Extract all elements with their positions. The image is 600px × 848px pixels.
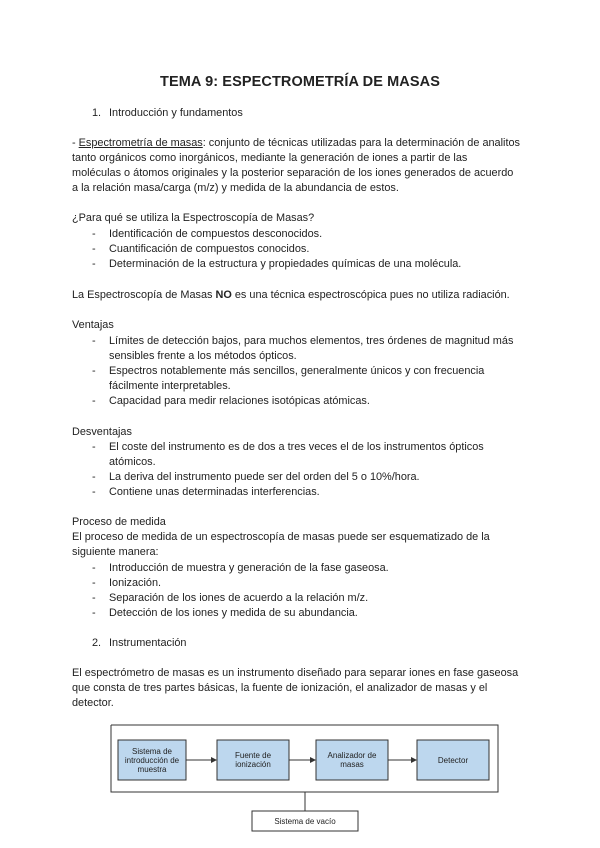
arrowhead-3 <box>411 757 417 763</box>
process-intro-2: siguiente manera: <box>72 546 159 558</box>
bullet-dash: - <box>92 228 96 240</box>
detector-box-label: Detector <box>437 756 469 765</box>
page-title: TEMA 9: ESPECTROMETRÍA DE MASAS <box>160 74 440 90</box>
definition-term: Espectrometría de masas <box>78 137 203 149</box>
disadvantage-item: El coste del instrumento es de dos a tres veces el de los instrumentos ópticos <box>109 441 484 453</box>
section-1-heading: Introducción y fundamentos <box>109 107 243 119</box>
source-box-label-2: ionización <box>235 760 271 769</box>
advantage-item: Límites de detección bajos, para muchos elementos, tres órdenes de magnitud más <box>109 335 514 347</box>
process-intro-1: El proceso de medida de un espectroscopía de masas puede ser esquematizado de la <box>72 531 490 543</box>
uses-item: Identificación de compuestos desconocidos. <box>109 228 323 240</box>
advantage-item-cont: sensibles frente a los métodos ópticos. <box>109 350 297 362</box>
definition-text-1: : conjunto de técnicas utilizadas para la determinación de analitos <box>202 137 520 149</box>
analyzer-box-label-1: Analizador de <box>327 751 377 760</box>
note-before: La Espectroscopía de Masas <box>72 289 216 301</box>
bullet-dash: - <box>92 441 96 453</box>
definition-line-2: tanto orgánicos como inorgánicos, mediante la generación de iones a partir de las <box>72 152 468 164</box>
section-2-heading: Instrumentación <box>109 637 187 649</box>
process-item: Ionización. <box>109 577 162 589</box>
bullet-dash: - <box>92 258 96 270</box>
arrowhead-2 <box>310 757 316 763</box>
advantage-item: Espectros notablemente más sencillos, generalmente únicos y con frecuencia <box>109 365 485 377</box>
disadvantage-item-cont: atómicos. <box>109 456 156 468</box>
disadvantage-item: Contiene unas determinadas interferencias. <box>109 486 320 498</box>
bullet-dash: - <box>92 592 96 604</box>
bullet-dash: - <box>92 243 96 255</box>
advantage-item-cont: fácilmente interpretables. <box>109 380 231 392</box>
arrowhead-1 <box>211 757 217 763</box>
process-item: Introducción de muestra y generación de la fase gaseosa. <box>109 562 389 574</box>
process-item: Separación de los iones de acuerdo a la relación m/z. <box>109 592 369 604</box>
instrument-line-3: detector. <box>72 697 114 709</box>
vacuum-system-label: Sistema de vacío <box>274 817 336 826</box>
uses-question: ¿Para qué se utiliza la Espectroscopía de Masas? <box>72 212 315 224</box>
bullet-dash: - <box>92 365 96 377</box>
bullet-dash: - <box>92 562 96 574</box>
section-1-number: 1. <box>92 107 102 119</box>
advantages-heading: Ventajas <box>72 319 114 331</box>
uses-item: Determinación de la estructura y propiedades químicas de una molécula. <box>109 258 462 270</box>
section-2-number: 2. <box>92 637 102 649</box>
definition-line-4: a la relación masa/carga (m/z) y medida de la abundancia de estos. <box>72 182 399 194</box>
process-heading: Proceso de medida <box>72 516 166 528</box>
source-box-label-1: Fuente de <box>234 751 272 760</box>
disadvantage-item: La deriva del instrumento puede ser del orden del 5 o 10%/hora. <box>109 471 420 483</box>
sample-box-label-3: muestra <box>137 765 167 774</box>
definition-prefix: - <box>72 137 79 149</box>
disadvantages-heading: Desventajas <box>72 426 132 438</box>
advantage-item: Capacidad para medir relaciones isotópicas atómicas. <box>109 395 370 407</box>
sample-box-label-1: Sistema de <box>131 747 173 756</box>
bullet-dash: - <box>92 471 96 483</box>
bullet-dash: - <box>92 395 96 407</box>
instrument-line-2: que consta de tres partes básicas, la fuente de ionización, el analizador de masas y el <box>72 682 488 694</box>
note-after: es una técnica espectroscópica pues no utiliza radiación. <box>231 289 510 301</box>
bullet-dash: - <box>92 607 96 619</box>
uses-item: Cuantificación de compuestos conocidos. <box>109 243 310 255</box>
instrument-line-1: El espectrómetro de masas es un instrumento diseñado para separar iones en fase gaseosa <box>72 667 519 679</box>
bullet-dash: - <box>92 486 96 498</box>
bullet-dash: - <box>92 577 96 589</box>
analyzer-box-label-2: masas <box>340 760 364 769</box>
definition-line-3: moléculas o átomos originales y la posterior separación de los iones generados de acuerdo <box>72 167 514 179</box>
sample-box-label-2: introducción de <box>124 756 180 765</box>
bullet-dash: - <box>92 335 96 347</box>
process-item: Detección de los iones y medida de su abundancia. <box>109 607 358 619</box>
note-bold: NO <box>215 289 232 301</box>
